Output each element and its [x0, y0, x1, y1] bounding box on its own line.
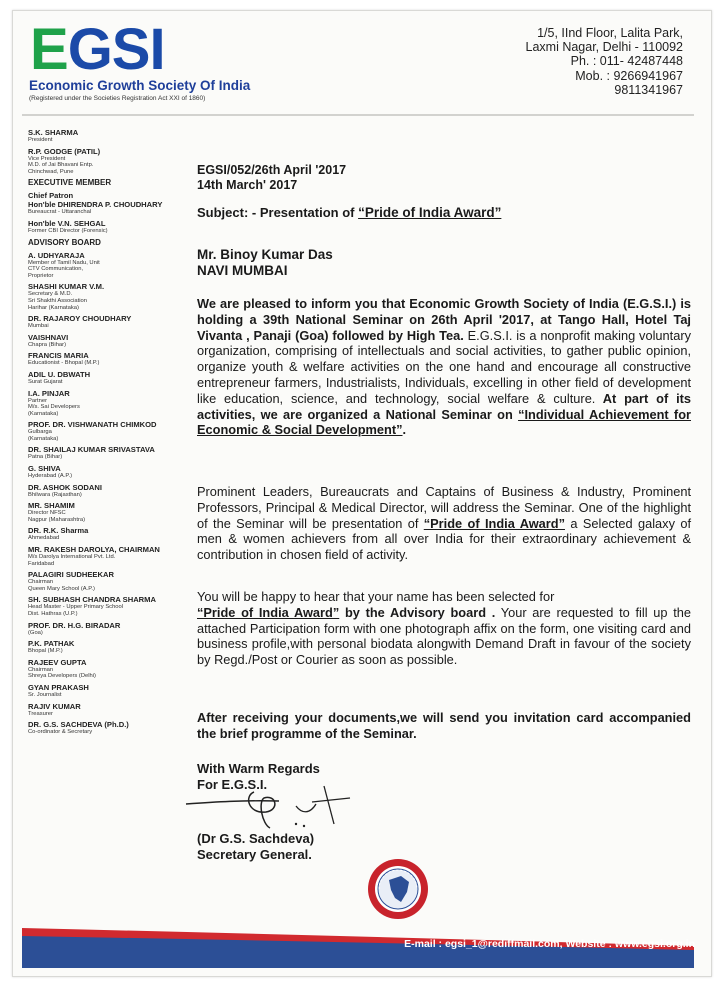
member-entry [28, 639, 188, 655]
p3-tail: Your are requested to fill up the attached Participation form with one photograph affix on the form, one visiting card and business profile,with personal biodata alongwith Demand Draft in favour of the society by Regd./Post or Courier as soon as possible. [197, 604, 692, 668]
member-detail: Secretary & M.D. Sri Shakthi Association Harihar (Karnataka) [28, 291, 87, 311]
member-detail: Bhilwara (Rajasthan) [28, 491, 82, 498]
member-name: ADIL U. DBWATH [28, 369, 91, 379]
member-detail: M/s Darolya International Pvt. Ltd. Faridabad [28, 554, 116, 567]
member-entry [28, 570, 188, 592]
member-entry [28, 720, 188, 736]
member-name: DR. RAJAROY CHOUDHARY [28, 314, 132, 324]
egsi-logo [30, 17, 178, 82]
org-address [526, 26, 684, 97]
member-name: GYAN PRAKASH [28, 682, 89, 692]
member-detail: Member of Tamil Nadu, Unit CTV Communication, Proprietor [28, 259, 100, 279]
member-entry [28, 464, 188, 480]
member-entry [28, 191, 188, 216]
member-name: DR. ASHOK SODANI [28, 482, 102, 492]
sidebar-heading: EXECUTIVE MEMBER [28, 178, 112, 188]
phone-line: Ph. : 011- 42487448 [570, 54, 683, 69]
org-registration: (Registered under the Societies Registration Act XXI of 1860) [29, 95, 206, 102]
member-entry [28, 501, 188, 523]
subject-prefix: Subject: - Presentation of [197, 205, 355, 220]
paragraph-selection [197, 589, 691, 668]
member-name: Chief Patron Hon'ble DHIRENDRA P. CHOUDHARY [28, 191, 163, 210]
member-detail: Mumbai [28, 323, 49, 330]
member-name: P.K. PATHAK [28, 639, 75, 649]
member-name: PALAGIRI SUDHEEKAR [28, 570, 114, 580]
member-detail: Head Master - Upper Primary School Dist. Hathras (U.P.) [28, 604, 124, 617]
p2-tail: a Selected galaxy of men & women achievers from all over India for their extraordinary achievement & contribution in chosen field of activity. [197, 515, 692, 563]
p3-lead: You will be happy to hear that your name has been selected for [197, 589, 555, 604]
recipient-name: Mr. Binoy Kumar Das [197, 247, 333, 262]
p2-award: “Pride of India Award” [423, 515, 565, 531]
member-entry [28, 389, 188, 418]
member-name: R.P. GODGE (PATIL) [28, 146, 101, 156]
member-name: DR. SHAILAJ KUMAR SRIVASTAVA [28, 445, 155, 455]
member-name: I.A. PINJAR [28, 388, 70, 398]
member-detail: Vice President M.D. of Jai Bhavani Entp. Chinchwad, Pune [28, 155, 94, 175]
paragraph-speakers [197, 484, 691, 563]
mobile-line-1: Mob. : 9266941967 [575, 68, 683, 83]
member-detail: Educationist - Bhopal (M.P.) [28, 360, 100, 367]
member-name: RAJIV KUMAR [28, 701, 81, 711]
letter-date: 14th March' 2017 [197, 178, 298, 192]
member-entry [28, 333, 188, 349]
member-name: FRANCIS MARIA [28, 351, 89, 361]
member-entry [28, 128, 188, 144]
member-name: MR. RAKESH DAROLYA, CHAIRMAN [28, 545, 160, 555]
member-entry [28, 483, 188, 499]
member-entry [28, 147, 188, 176]
member-entry [28, 526, 188, 542]
seminar-theme: “Individual Achievement for Economic & Social Development” [197, 406, 691, 438]
member-entry [28, 219, 188, 235]
member-entry [28, 683, 188, 699]
member-detail: (Goa) [28, 629, 43, 636]
letter-subject [197, 205, 501, 220]
member-detail: Chairman Shreya Developers (Delhi) [28, 666, 96, 680]
paragraph-invitation: After receiving your documents,we will send you invitation card accompanied the brief programme of the Seminar. [197, 710, 691, 741]
p2-body: Prominent Leaders, Bureaucrats and Captains of Business & Industry, Prominent Professors, Principal & Medical Director, will address the Seminar. One of the highlight of the Seminar will be presentation of [197, 484, 691, 531]
member-entry [28, 445, 188, 461]
signer-name: (Dr G.S. Sachdeva) [197, 831, 315, 846]
member-name: DR. G.S. SACHDEVA (Ph.D.) [28, 720, 129, 730]
address-line-1: 1/5, IInd Floor, Lalita Park, [537, 26, 683, 40]
member-detail: Former CBI Director (Forensic) [28, 227, 108, 234]
member-entry [28, 658, 188, 680]
footer-contact: E-mail : egsi_1@rediffmail.com, Website : www.egsi.org.in [404, 938, 695, 950]
subject-award: “Pride of India Award” [358, 205, 502, 220]
member-name: A. UDHYARAJA [28, 250, 85, 260]
member-entry [28, 370, 188, 386]
member-name: Hon'ble V.N. SEHGAL [28, 218, 106, 228]
member-name: DR. R.K. Sharma [28, 526, 89, 536]
recipient-block [197, 247, 333, 279]
member-detail: Director NFSC Nagpur (Maharashtra) [28, 510, 86, 523]
member-sidebar [28, 128, 188, 739]
p1-bold-lead: We are pleased to inform you that Economic Growth Society of India (E.G.S.I.) is holding a 39th National Seminar on 26th April '2017, at Tango Hall, Hotel Taj Vivanta , Panaji (Goa) followed by High Tea. [197, 296, 691, 343]
member-name: MR. SHAMIM [28, 501, 75, 511]
member-name: G. SHIVA [28, 464, 61, 474]
member-detail: Partner M/s. Sai Developers (Karnataka) [28, 397, 80, 417]
member-detail: Chapra (Bihar) [28, 341, 67, 348]
mobile-line-2: 9811341967 [614, 82, 683, 97]
member-entry [28, 351, 188, 367]
member-entry [28, 621, 188, 637]
member-detail: Ahmedabad [28, 535, 60, 542]
member-detail: Co-ordinator & Secretary [28, 729, 93, 736]
address-line-2: Laxmi Nagar, Delhi - 110092 [525, 40, 683, 55]
member-name: PROF. DR. VISHWANATH CHIMKOD [28, 420, 157, 430]
member-detail: Hyderabad (A.P.) [28, 473, 73, 480]
logo-letter-e: E [30, 17, 68, 82]
member-detail: Patna (Bihar) [28, 454, 63, 461]
society-seal-icon [367, 858, 429, 920]
member-detail: Sr. Journalist [28, 691, 62, 698]
member-entry [28, 420, 188, 442]
member-detail: Bureaucrat - Uttaranchal [28, 209, 92, 216]
paragraph-seminar-info [197, 296, 691, 438]
member-detail: Chairman Queen Mary School (A.P.) [28, 579, 95, 592]
member-name: VAISHNAVI [28, 332, 69, 342]
signer-title: Secretary General. [197, 847, 312, 862]
member-detail: Bhopal (M.P.) [28, 648, 63, 655]
member-entry [28, 251, 188, 280]
p1-body: E.G.S.I. is a nonprofit making voluntary organization, comprising of intellectuals and social activities, to gather public opinion, organize youth & welfare activities on the one hand and encourage all constructive entrepreneur farmers, Industrialists, Individuals, excelling in other field of development like education, science, and technology, social welfare & culture. [197, 327, 691, 406]
sidebar-heading: ADVISORY BOARD [28, 237, 101, 247]
for-org-line: For E.G.S.I. [197, 777, 268, 792]
p3-award: “Pride of India Award” [197, 604, 340, 620]
member-detail: Surat Gujarat [28, 378, 63, 385]
member-name: SHASHI KUMAR V.M. [28, 282, 105, 292]
p3-bold: by the Advisory board . [339, 604, 496, 620]
closing-line: With Warm Regards [197, 761, 320, 776]
member-detail: Gulbarga (Karnataka) [28, 429, 59, 442]
signer-block [197, 831, 314, 863]
letter-reference [197, 163, 346, 193]
logo-letters-gsi: GSI [67, 17, 165, 82]
recipient-city: NAVI MUMBAI [197, 263, 288, 278]
reference-number: EGSI/052/26th April '2017 [197, 163, 347, 177]
p1-end: . [402, 422, 407, 438]
member-entry [28, 314, 188, 330]
member-detail: President [28, 137, 53, 143]
member-entry [28, 545, 188, 567]
member-entry [28, 595, 188, 617]
member-name: RAJEEV GUPTA [28, 657, 87, 667]
org-name: Economic Growth Society Of India [29, 78, 251, 93]
p1-bold-tail: At part of its activities, we are organized a National Seminar on [197, 390, 692, 422]
header-divider [22, 114, 694, 116]
member-entry [28, 702, 188, 718]
member-detail: Treasurer [28, 710, 53, 717]
member-entry [28, 282, 188, 311]
member-name: S.K. SHARMA [28, 128, 79, 137]
member-name: SH. SUBHASH CHANDRA SHARMA [28, 595, 156, 605]
member-name: PROF. DR. H.G. BIRADAR [28, 620, 121, 630]
